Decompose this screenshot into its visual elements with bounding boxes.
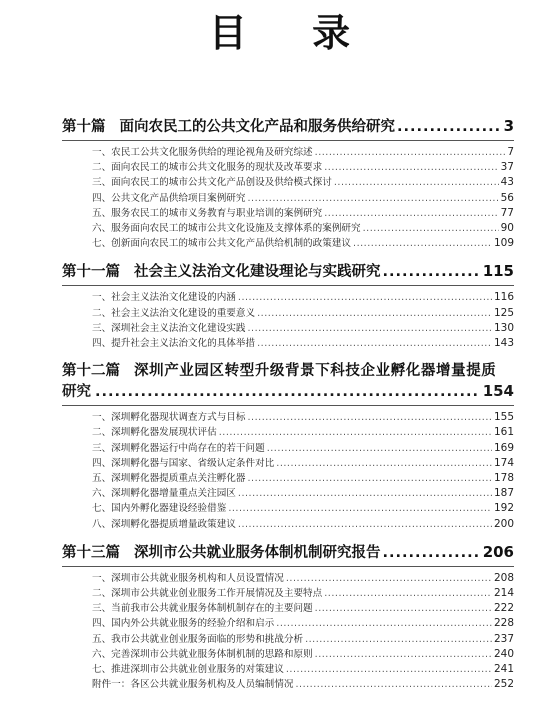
- leader-dots: [219, 425, 492, 440]
- item-label: 一、深圳市公共就业服务机构和人员设置情况: [92, 572, 284, 584]
- item-label: 五、服务农民工的城市义务教育与职业培训的案例研究: [92, 207, 323, 219]
- item-page: 241: [493, 663, 514, 676]
- list-item[interactable]: [92, 662, 514, 677]
- leader-dots: [363, 221, 499, 236]
- item-page: 109: [493, 237, 514, 250]
- item-page: 174: [493, 456, 514, 469]
- item-label: 七、推进深圳市公共就业创业服务的对策建议: [92, 664, 284, 676]
- part-title: 面向农民工的公共文化产品和服务供给研究: [119, 119, 395, 135]
- divider: [62, 566, 514, 567]
- leader-dots: [238, 486, 492, 501]
- item-label: 一、农民工公共文化服务供给的理论视角及研究综述: [92, 147, 313, 158]
- item-page: 178: [493, 472, 514, 485]
- item-page: 56: [500, 191, 514, 204]
- item-page: 208: [493, 571, 514, 584]
- item-label: 三、深圳孵化器运行中尚存在的若干问题: [92, 442, 265, 454]
- item-label: 二、面向农民工的城市公共文化服务的现状及改革要求: [92, 162, 323, 174]
- leader-dots: [383, 262, 481, 282]
- list-item[interactable]: [92, 410, 514, 425]
- leader-dots: [305, 632, 492, 647]
- part-title: 社会主义法治文化建设理论与实践研究: [134, 264, 381, 281]
- list-item[interactable]: [92, 632, 514, 647]
- item-label: 二、深圳市公共就业创业服务工作开展情况及主要特点: [92, 588, 323, 600]
- toc-part-10: [62, 116, 514, 251]
- item-label: 五、深圳孵化器提质重点关注孵化器: [92, 473, 246, 485]
- item-label: 附件一：各区公共就业服务机构及人员编制情况: [92, 679, 294, 691]
- item-page: 161: [493, 426, 514, 439]
- part-heading[interactable]: [62, 261, 514, 282]
- item-list: [62, 290, 514, 351]
- item-page: 240: [493, 647, 514, 660]
- item-page: 155: [493, 411, 514, 424]
- item-list: [62, 145, 514, 251]
- item-label: 一、深圳孵化器现状调查方式与目标: [92, 412, 246, 424]
- leader-dots: [238, 290, 492, 305]
- leader-dots: [383, 543, 481, 563]
- list-item[interactable]: [92, 306, 514, 321]
- page-title: 目 录: [208, 10, 377, 55]
- list-item[interactable]: [92, 191, 514, 206]
- list-item[interactable]: [92, 571, 514, 586]
- list-item[interactable]: [92, 425, 514, 440]
- part-number: 第十篇: [62, 119, 106, 135]
- item-page: 192: [493, 502, 514, 515]
- item-label: 二、深圳孵化器发展现状评估: [92, 427, 217, 439]
- item-page: 90: [500, 222, 514, 235]
- leader-dots: [238, 517, 492, 532]
- part-heading-continued[interactable]: [62, 381, 514, 402]
- part-title-continued: 研究: [62, 384, 91, 401]
- leader-dots: [334, 175, 499, 190]
- item-page: 237: [493, 632, 514, 645]
- item-label: 六、完善深圳市公共就业服务体制机制的思路和原则: [92, 648, 313, 660]
- leader-dots: [248, 471, 492, 486]
- leader-dots: [353, 236, 492, 251]
- item-page: 222: [493, 602, 514, 615]
- item-label: 五、我市公共就业创业服务面临的形势和挑战分析: [92, 633, 304, 645]
- list-item[interactable]: [92, 616, 514, 631]
- list-item[interactable]: [92, 221, 514, 236]
- leader-dots: [324, 206, 498, 221]
- part-number: 第十二篇: [62, 363, 120, 380]
- part-page: 3: [503, 117, 514, 135]
- item-page: 169: [493, 441, 514, 454]
- item-page: 252: [493, 678, 514, 691]
- list-item[interactable]: [92, 456, 514, 471]
- leader-dots: [324, 586, 492, 601]
- part-title: 深圳产业园区转型升级背景下科技企业孵化器增量提质: [134, 363, 497, 380]
- list-item[interactable]: [92, 517, 514, 532]
- item-label: 四、公共文化产品供给项目案例研究: [92, 192, 246, 204]
- part-title: 深圳市公共就业服务体制机制研究报告: [134, 544, 381, 561]
- item-label: 三、面向农民工的城市公共文化产品创设及供给模式探讨: [92, 177, 332, 189]
- leader-dots: [315, 145, 506, 160]
- list-item[interactable]: [92, 486, 514, 501]
- item-page: 200: [493, 517, 514, 530]
- item-label: 二、社会主义法治文化建设的重要意义: [92, 307, 256, 319]
- part-page: 115: [482, 262, 514, 281]
- item-page: 77: [500, 206, 514, 219]
- item-label: 六、服务面向农民工的城市公共文化设施及支撑体系的案例研究: [92, 223, 361, 235]
- item-page: 37: [500, 161, 514, 174]
- list-item[interactable]: [92, 677, 514, 692]
- item-page: 187: [493, 487, 514, 500]
- list-item[interactable]: [92, 175, 514, 190]
- part-heading[interactable]: [62, 116, 514, 137]
- leader-dots: [267, 441, 492, 456]
- leader-dots: [228, 501, 492, 516]
- item-label: 四、提升社会主义法治文化的具体举措: [92, 338, 256, 350]
- toc-part-13: [62, 542, 514, 693]
- list-item[interactable]: [92, 206, 514, 221]
- item-label: 四、国内外公共就业服务的经验介绍和启示: [92, 618, 275, 630]
- leader-dots: [315, 601, 492, 616]
- item-page: 130: [493, 321, 514, 334]
- leader-dots: [315, 647, 492, 662]
- list-item[interactable]: [92, 471, 514, 486]
- list-item[interactable]: [92, 601, 514, 616]
- list-item[interactable]: [92, 501, 514, 516]
- item-page: 7: [507, 146, 514, 158]
- leader-dots: [286, 571, 492, 586]
- leader-dots: [397, 117, 502, 137]
- item-label: 四、深圳孵化器与国家、省级认定条件对比: [92, 457, 275, 469]
- leader-dots: [324, 160, 498, 175]
- leader-dots: [286, 662, 492, 677]
- list-item[interactable]: [92, 236, 514, 251]
- list-item[interactable]: [92, 321, 514, 336]
- item-label: 七、国内外孵化器建设经验借鉴: [92, 503, 227, 515]
- list-item[interactable]: [92, 647, 514, 662]
- item-page: 43: [500, 176, 514, 189]
- item-label: 六、深圳孵化器增量重点关注园区: [92, 488, 236, 500]
- item-label: 八、深圳孵化器提质增量政策建议: [92, 518, 236, 530]
- leader-dots: [257, 306, 492, 321]
- list-item[interactable]: [92, 145, 514, 160]
- item-page: 125: [493, 306, 514, 319]
- part-heading[interactable]: [62, 361, 514, 381]
- item-list: [62, 410, 514, 532]
- item-page: 143: [493, 337, 514, 350]
- part-number: 第十一篇: [62, 264, 120, 281]
- item-page: 228: [493, 617, 514, 630]
- toc-part-12: [62, 361, 514, 532]
- leader-dots: [248, 410, 492, 425]
- divider: [62, 140, 514, 141]
- leader-dots: [276, 616, 492, 631]
- table-of-contents: [62, 116, 514, 702]
- part-number: 第十三篇: [62, 544, 120, 561]
- list-item[interactable]: [92, 160, 514, 175]
- divider: [62, 285, 514, 286]
- item-page: 116: [493, 291, 514, 304]
- divider: [62, 405, 514, 406]
- part-page: 206: [482, 542, 514, 561]
- leader-dots: [248, 321, 492, 336]
- leader-dots: [257, 336, 492, 351]
- list-item[interactable]: [92, 336, 514, 351]
- toc-part-11: [62, 261, 514, 351]
- item-page: 214: [493, 587, 514, 600]
- part-page: 154: [482, 382, 514, 401]
- item-label: 三、当前我市公共就业服务体制机制存在的主要问题: [92, 603, 313, 615]
- item-label: 三、深圳社会主义法治文化建设实践: [92, 322, 246, 334]
- item-label: 一、社会主义法治文化建设的内涵: [92, 292, 236, 304]
- item-list: [62, 571, 514, 693]
- list-item[interactable]: [92, 586, 514, 601]
- leader-dots: [276, 456, 492, 471]
- list-item[interactable]: [92, 441, 514, 456]
- leader-dots: [295, 677, 491, 692]
- leader-dots: [95, 382, 479, 402]
- part-heading[interactable]: [62, 542, 514, 563]
- item-label: 七、创新面向农民工的城市公共文化产品供给机制的政策建议: [92, 238, 352, 250]
- leader-dots: [248, 191, 499, 206]
- list-item[interactable]: [92, 290, 514, 305]
